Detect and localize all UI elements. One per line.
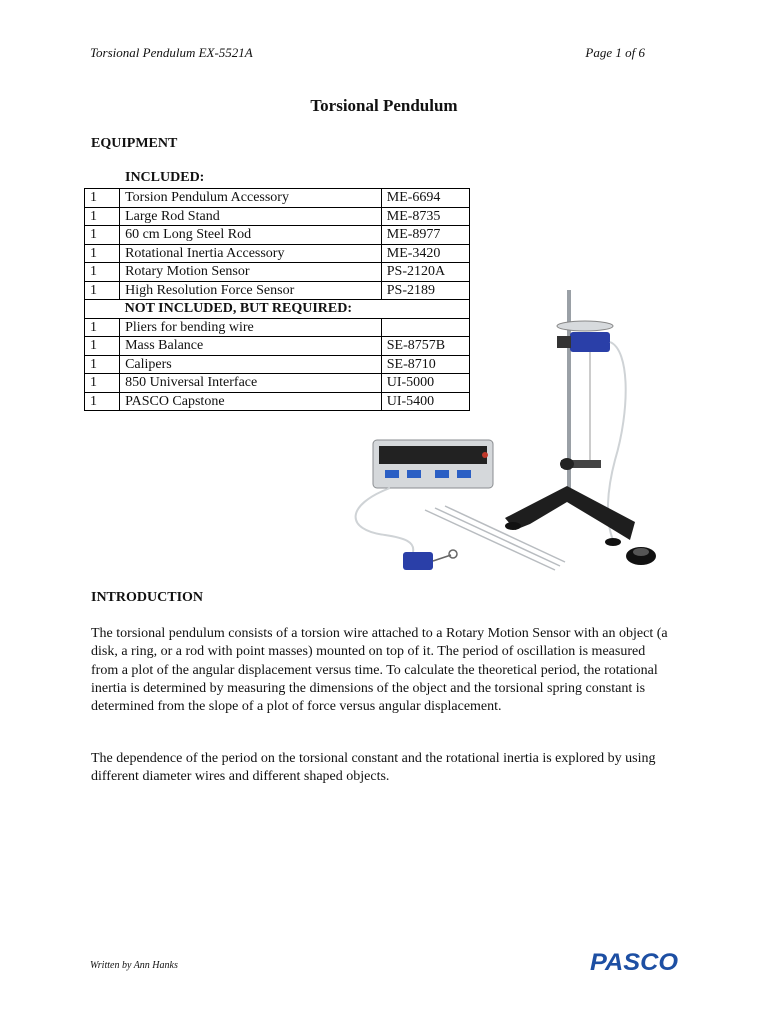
footer-author: Written by Ann Hanks bbox=[90, 960, 178, 971]
introduction-paragraph-1: The torsional pendulum consists of a torsion wire attached to a Rotary Motion Sensor with an object (a disk, a ring, or a rod with point masses) mounted on top of it. The period of oscillation is measured from a plot of the angular displacement versus time. To calculate the theoretical period, the rotational inertia is determined by measuring the dimensions of the object and the torsional spring constant is determined from the slope of a plot of force versus angular displacement. bbox=[91, 626, 668, 715]
item-name-cell: Calipers bbox=[120, 355, 382, 374]
rod-stand-base bbox=[505, 486, 635, 540]
qty-cell: 1 bbox=[85, 374, 120, 393]
qty-cell: 1 bbox=[85, 337, 120, 356]
item-name-cell: 850 Universal Interface bbox=[120, 374, 382, 393]
item-code-cell: UI-5000 bbox=[381, 374, 469, 393]
item-name-cell: Rotational Inertia Accessory bbox=[120, 244, 382, 263]
rotary-sensor bbox=[570, 332, 610, 352]
pasco-logo-text: PASCO bbox=[590, 949, 679, 976]
item-code-cell: PS-2189 bbox=[381, 281, 469, 300]
included-heading: INCLUDED: bbox=[125, 170, 205, 185]
item-code-cell: PS-2120A bbox=[381, 263, 469, 282]
item-code-cell: UI-5400 bbox=[381, 392, 469, 411]
table-row bbox=[85, 244, 470, 263]
equipment-heading: EQUIPMENT bbox=[91, 136, 178, 151]
equipment-photo bbox=[345, 290, 657, 585]
pasco-logo bbox=[588, 946, 680, 976]
qty-cell: 1 bbox=[85, 207, 120, 226]
force-sensor bbox=[403, 552, 433, 570]
introduction-paragraph-2: The dependence of the period on the torsional constant and the rotational inertia is explored by using different diameter wires and different shaped objects. bbox=[91, 751, 656, 785]
item-name-cell: Mass Balance bbox=[120, 337, 382, 356]
item-name-cell: Rotary Motion Sensor bbox=[120, 263, 382, 282]
table-row bbox=[85, 207, 470, 226]
qty-cell: 1 bbox=[85, 263, 120, 282]
qty-cell: 1 bbox=[85, 189, 120, 208]
introduction-heading: INTRODUCTION bbox=[91, 590, 204, 605]
item-code-cell: ME-8977 bbox=[381, 226, 469, 245]
qty-cell: 1 bbox=[85, 355, 120, 374]
qty-cell: 1 bbox=[85, 281, 120, 300]
table-row bbox=[85, 226, 470, 245]
qty-cell: 1 bbox=[85, 226, 120, 245]
item-code-cell: ME-3420 bbox=[381, 244, 469, 263]
item-name-cell: High Resolution Force Sensor bbox=[120, 281, 382, 300]
item-name-cell: 60 cm Long Steel Rod bbox=[120, 226, 382, 245]
header-doc-title: Torsional Pendulum EX-5521A bbox=[90, 45, 253, 60]
item-code-cell: ME-8735 bbox=[381, 207, 469, 226]
table-row bbox=[85, 263, 470, 282]
item-code-cell: SE-8710 bbox=[381, 355, 469, 374]
item-code-cell: ME-6694 bbox=[381, 189, 469, 208]
table-row bbox=[85, 189, 470, 208]
header-page-number: Page 1 of 6 bbox=[585, 45, 645, 60]
item-name-cell: Torsion Pendulum Accessory bbox=[120, 189, 382, 208]
qty-cell: 1 bbox=[85, 244, 120, 263]
item-name-cell: Large Rod Stand bbox=[120, 207, 382, 226]
page-title: Torsional Pendulum bbox=[310, 96, 458, 115]
item-code-cell: SE-8757B bbox=[381, 337, 469, 356]
item-name-cell: Pliers for bending wire bbox=[120, 318, 382, 337]
qty-cell: 1 bbox=[85, 392, 120, 411]
top-disk bbox=[557, 321, 613, 331]
blank-cell bbox=[85, 300, 120, 319]
item-name-cell: PASCO Capstone bbox=[120, 392, 382, 411]
required-heading: NOT INCLUDED, BUT REQUIRED: bbox=[120, 300, 470, 319]
qty-cell: 1 bbox=[85, 318, 120, 337]
